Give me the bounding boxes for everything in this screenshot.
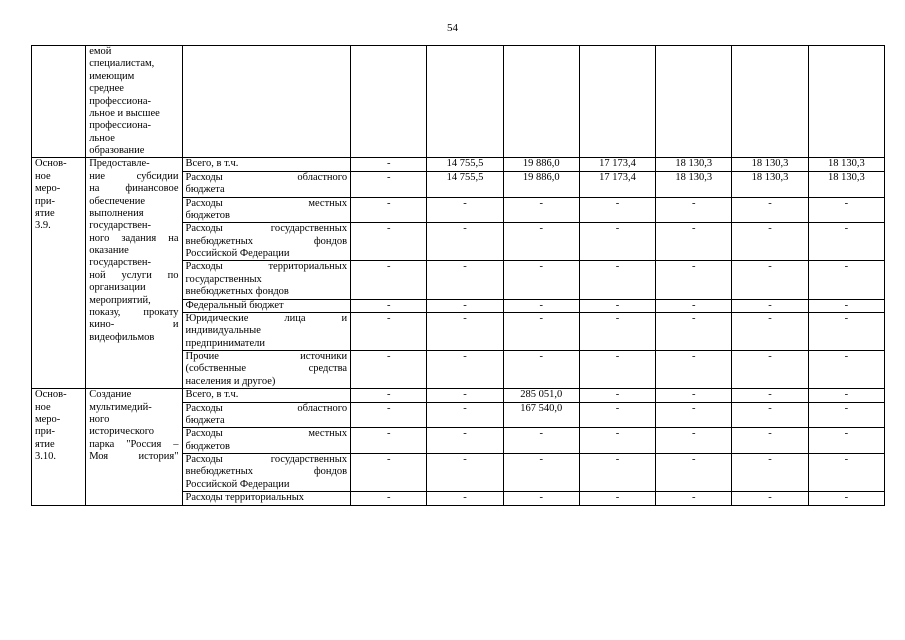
funding-source-line: Всего, в т.ч. bbox=[185, 158, 239, 170]
event-code-line: при- bbox=[35, 195, 55, 207]
amount-cell: - bbox=[732, 402, 808, 428]
funding-source-cell bbox=[182, 454, 351, 492]
funding-source-line: Прочие источники bbox=[185, 351, 348, 362]
amount-cell: - bbox=[351, 299, 427, 312]
event-name-line: на финансовое bbox=[89, 183, 179, 195]
funding-source-line: Расходы местных bbox=[185, 428, 348, 440]
name-line: образование bbox=[89, 145, 145, 156]
funding-row bbox=[32, 158, 885, 171]
funding-source-line: Всего, в т.ч. bbox=[185, 389, 239, 401]
continuation-row bbox=[32, 46, 885, 158]
amount-cell: - bbox=[503, 351, 579, 389]
funding-source-line: предприниматели bbox=[185, 337, 266, 349]
amount-cell: - bbox=[351, 428, 427, 454]
event-name-cell bbox=[86, 389, 182, 505]
event-name-cell bbox=[86, 158, 182, 389]
amount-cell: - bbox=[656, 351, 732, 389]
amount-cell: 14 755,5 bbox=[427, 171, 503, 197]
value-cell bbox=[503, 46, 579, 158]
event-name-cell bbox=[86, 46, 182, 158]
event-name-line: исторического bbox=[89, 426, 155, 438]
amount-cell: 19 886,0 bbox=[503, 171, 579, 197]
funding-source-line: бюджетов bbox=[185, 440, 230, 452]
amount-cell: - bbox=[579, 223, 655, 261]
amount-cell: 14 755,5 bbox=[427, 158, 503, 171]
event-name-line: кино- и bbox=[89, 319, 179, 331]
amount-cell: - bbox=[656, 454, 732, 492]
amount-cell: - bbox=[351, 454, 427, 492]
funding-row bbox=[32, 389, 885, 402]
funding-source-cell bbox=[182, 389, 351, 402]
name-line: среднее bbox=[89, 83, 124, 95]
amount-cell: - bbox=[427, 389, 503, 402]
funding-source-line: Расходы местных bbox=[185, 197, 348, 209]
amount-cell: - bbox=[503, 261, 579, 299]
amount-cell: - bbox=[732, 351, 808, 389]
event-name-line: государствен- bbox=[89, 257, 152, 269]
event-code-line: меро- bbox=[35, 413, 61, 425]
amount-cell: - bbox=[427, 197, 503, 223]
event-name-line: парка "Россия – bbox=[89, 438, 179, 450]
funding-source-cell bbox=[182, 312, 351, 350]
name-line: льное и высшее bbox=[89, 107, 160, 119]
amount-cell: - bbox=[732, 454, 808, 492]
amount-cell: - bbox=[579, 261, 655, 299]
amount-cell: - bbox=[579, 312, 655, 350]
amount-cell: - bbox=[351, 351, 427, 389]
funding-source-cell bbox=[182, 351, 351, 389]
amount-cell: 18 130,3 bbox=[732, 171, 808, 197]
amount-cell: - bbox=[732, 428, 808, 454]
funding-source-line: Российской Федерации bbox=[185, 248, 290, 259]
funding-source-line: Юридические лица и bbox=[185, 312, 348, 324]
funding-source-line: населения и другое) bbox=[185, 375, 276, 387]
page-number: 54 bbox=[447, 22, 458, 34]
event-code-line: 3.10. bbox=[35, 451, 56, 462]
funding-source-line: Расходы областного bbox=[185, 402, 348, 414]
funding-source-line: Расходы областного bbox=[185, 171, 348, 183]
funding-source-line: внебюджетных фондов bbox=[185, 286, 289, 298]
amount-cell: - bbox=[808, 492, 884, 505]
funding-source-line: внебюджетных фондов bbox=[185, 466, 348, 478]
amount-cell: - bbox=[579, 389, 655, 402]
amount-cell: - bbox=[808, 351, 884, 389]
event-code-line: при- bbox=[35, 426, 55, 438]
funding-source-line: Расходы территориальных bbox=[185, 492, 304, 504]
amount-cell: - bbox=[579, 299, 655, 312]
amount-cell: - bbox=[732, 299, 808, 312]
amount-cell: - bbox=[656, 261, 732, 299]
name-line: специалистам, bbox=[89, 58, 155, 70]
funding-source-line: Расходы территориальных bbox=[185, 261, 348, 273]
funding-source-line: Федеральный бюджет bbox=[185, 299, 284, 311]
amount-cell: - bbox=[351, 223, 427, 261]
event-code-cell bbox=[32, 158, 86, 389]
funding-source-line: (собственные средства bbox=[185, 363, 348, 375]
amount-cell: - bbox=[427, 492, 503, 505]
value-cell bbox=[427, 46, 503, 158]
amount-cell: - bbox=[427, 428, 503, 454]
amount-cell: 19 886,0 bbox=[503, 158, 579, 171]
amount-cell: 17 173,4 bbox=[579, 171, 655, 197]
amount-cell: - bbox=[427, 454, 503, 492]
amount-cell: - bbox=[656, 389, 732, 402]
event-name-line: ного задания на bbox=[89, 232, 179, 244]
event-code-line: ное bbox=[35, 401, 51, 413]
funding-source-line: государственных bbox=[185, 273, 262, 285]
event-name-line: Предоставле- bbox=[89, 158, 150, 170]
amount-cell: 17 173,4 bbox=[579, 158, 655, 171]
event-name-line: мероприятий, bbox=[89, 294, 151, 306]
funding-source-cell bbox=[182, 223, 351, 261]
event-name-line: ной услуги по bbox=[89, 269, 179, 281]
event-name-line: организации bbox=[89, 282, 146, 294]
amount-cell: - bbox=[579, 402, 655, 428]
amount-cell: - bbox=[579, 454, 655, 492]
amount-cell: 285 051,0 bbox=[503, 389, 579, 402]
amount-cell: - bbox=[808, 312, 884, 350]
funding-source-cell bbox=[182, 428, 351, 454]
amount-cell: - bbox=[656, 402, 732, 428]
event-name-line: ного bbox=[89, 413, 110, 425]
event-name-line: мультимедий- bbox=[89, 401, 152, 413]
amount-cell: - bbox=[503, 197, 579, 223]
name-line: емой bbox=[89, 46, 112, 57]
event-code-line: Основ- bbox=[35, 158, 67, 170]
event-code-line: Основ- bbox=[35, 389, 67, 401]
funding-source-line: Российской Федерации bbox=[185, 478, 290, 490]
amount-cell: 167 540,0 bbox=[503, 402, 579, 428]
amount-cell: 18 130,3 bbox=[808, 158, 884, 171]
amount-cell: - bbox=[351, 197, 427, 223]
funding-source-cell bbox=[182, 171, 351, 197]
amount-cell: - bbox=[656, 312, 732, 350]
amount-cell: - bbox=[732, 312, 808, 350]
budget-table bbox=[31, 45, 885, 506]
amount-cell: - bbox=[503, 428, 579, 454]
event-name-line: государствен- bbox=[89, 220, 152, 232]
amount-cell: - bbox=[732, 492, 808, 505]
amount-cell: - bbox=[656, 299, 732, 312]
amount-cell: - bbox=[503, 299, 579, 312]
amount-cell: - bbox=[351, 389, 427, 402]
value-cell bbox=[732, 46, 808, 158]
amount-cell: - bbox=[351, 312, 427, 350]
amount-cell: - bbox=[808, 197, 884, 223]
amount-cell: - bbox=[732, 389, 808, 402]
funding-source-line: внебюджетных фондов bbox=[185, 235, 348, 247]
amount-cell: - bbox=[808, 223, 884, 261]
funding-source-cell bbox=[182, 158, 351, 171]
funding-source-line: индивидуальные bbox=[185, 325, 261, 337]
amount-cell: - bbox=[427, 299, 503, 312]
name-line: имеющим bbox=[89, 70, 135, 82]
amount-cell: - bbox=[427, 402, 503, 428]
amount-cell: - bbox=[351, 158, 427, 171]
event-code-line: меро- bbox=[35, 183, 61, 195]
amount-cell: - bbox=[579, 351, 655, 389]
event-name-line: оказание bbox=[89, 245, 129, 256]
amount-cell: - bbox=[579, 492, 655, 505]
amount-cell: - bbox=[732, 197, 808, 223]
funding-source-cell bbox=[182, 261, 351, 299]
amount-cell: 18 130,3 bbox=[732, 158, 808, 171]
amount-cell: - bbox=[351, 171, 427, 197]
event-code-line: ятие bbox=[35, 438, 55, 450]
amount-cell: - bbox=[351, 402, 427, 428]
funding-source-line: Расходы государственных bbox=[185, 454, 348, 465]
funding-source-cell bbox=[182, 402, 351, 428]
value-cell bbox=[656, 46, 732, 158]
funding-source-line: бюджета bbox=[185, 184, 225, 196]
amount-cell: - bbox=[808, 454, 884, 492]
value-cell bbox=[808, 46, 884, 158]
amount-cell: - bbox=[808, 389, 884, 402]
amount-cell: - bbox=[427, 312, 503, 350]
value-cell bbox=[351, 46, 427, 158]
code-cell bbox=[32, 46, 86, 158]
name-line: льное bbox=[89, 132, 115, 144]
amount-cell: - bbox=[579, 428, 655, 454]
amount-cell: - bbox=[808, 402, 884, 428]
event-code-line: ное bbox=[35, 170, 51, 182]
amount-cell: - bbox=[503, 223, 579, 261]
amount-cell: - bbox=[503, 454, 579, 492]
funding-source-cell bbox=[182, 492, 351, 505]
funding-source-cell bbox=[182, 197, 351, 223]
amount-cell: - bbox=[503, 492, 579, 505]
funding-source-line: бюджета bbox=[185, 414, 225, 426]
amount-cell: - bbox=[808, 428, 884, 454]
name-line: профессиона- bbox=[89, 120, 151, 132]
amount-cell: 18 130,3 bbox=[656, 158, 732, 171]
amount-cell: - bbox=[427, 261, 503, 299]
event-name-line: Создание bbox=[89, 389, 132, 401]
amount-cell: - bbox=[579, 197, 655, 223]
event-name-line: выполнения bbox=[89, 207, 144, 219]
event-name-line: видеофильмов bbox=[89, 331, 155, 343]
amount-cell: - bbox=[656, 197, 732, 223]
amount-cell: - bbox=[427, 351, 503, 389]
amount-cell: - bbox=[503, 312, 579, 350]
amount-cell: - bbox=[351, 261, 427, 299]
value-cell bbox=[579, 46, 655, 158]
event-name-line: показу, прокату bbox=[89, 306, 179, 318]
amount-cell: - bbox=[656, 223, 732, 261]
amount-cell: 18 130,3 bbox=[656, 171, 732, 197]
event-code-line: ятие bbox=[35, 207, 55, 219]
event-name-line: ние субсидии bbox=[89, 170, 179, 182]
amount-cell: - bbox=[656, 428, 732, 454]
event-name-line: Моя история" bbox=[89, 451, 179, 462]
event-code-line: 3.9. bbox=[35, 220, 51, 232]
amount-cell: - bbox=[732, 261, 808, 299]
event-code-cell bbox=[32, 389, 86, 505]
amount-cell: - bbox=[808, 261, 884, 299]
amount-cell: - bbox=[808, 299, 884, 312]
amount-cell: - bbox=[427, 223, 503, 261]
table-body bbox=[32, 46, 885, 506]
amount-cell: - bbox=[351, 492, 427, 505]
funding-source-line: бюджетов bbox=[185, 209, 230, 221]
name-line: профессиона- bbox=[89, 95, 151, 107]
source-cell bbox=[182, 46, 351, 158]
funding-source-cell bbox=[182, 299, 351, 312]
amount-cell: 18 130,3 bbox=[808, 171, 884, 197]
event-name-line: обеспечение bbox=[89, 195, 146, 207]
amount-cell: - bbox=[732, 223, 808, 261]
amount-cell: - bbox=[656, 492, 732, 505]
funding-source-line: Расходы государственных bbox=[185, 223, 348, 235]
